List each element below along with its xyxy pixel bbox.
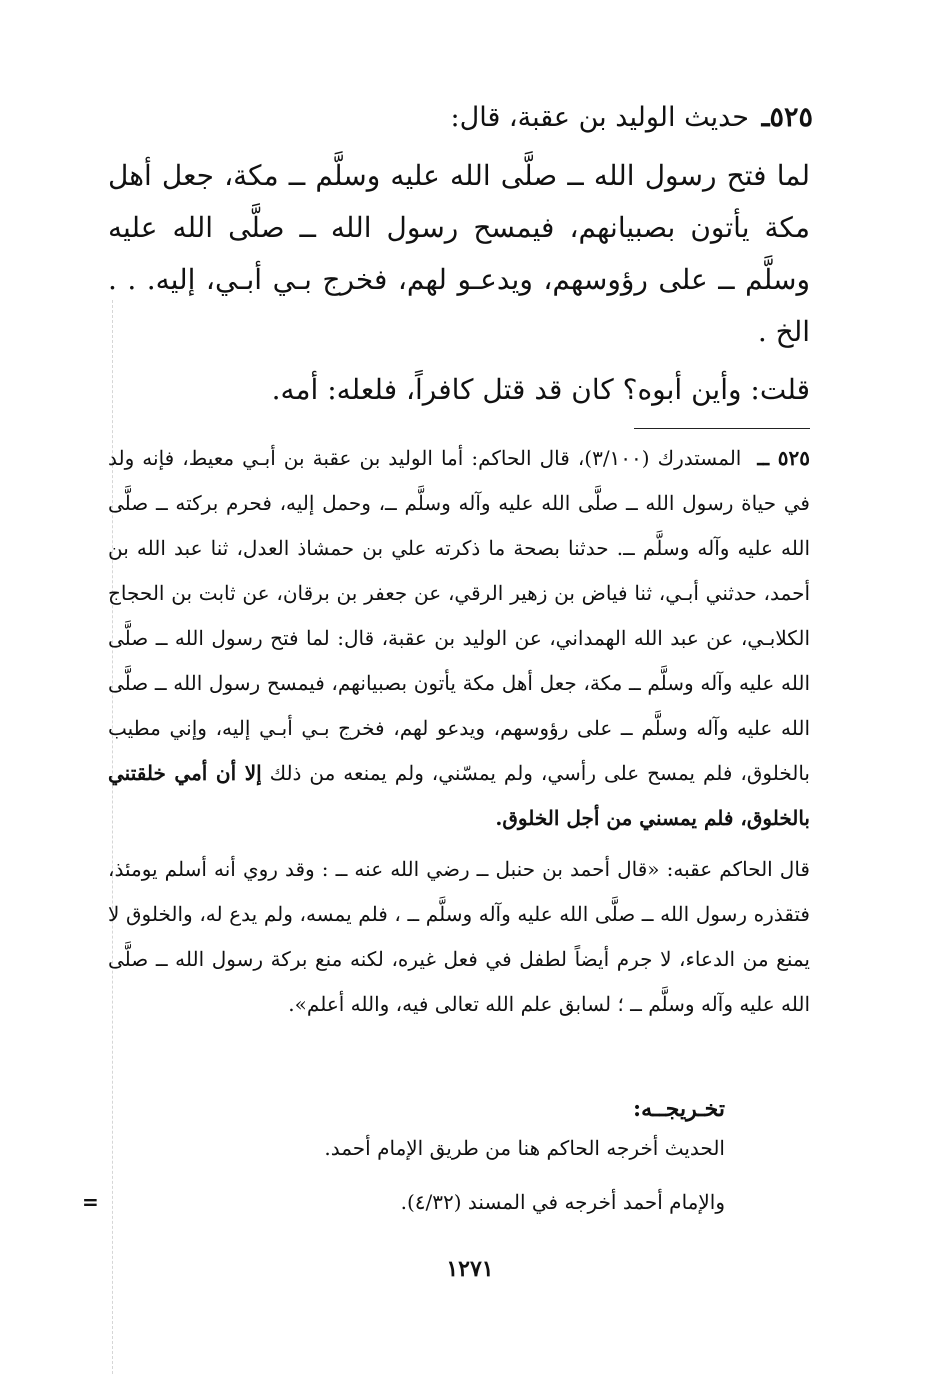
footnote-number: ٥٢٥ ــ [757, 446, 811, 470]
footnote-paragraph-1-end: إلا أن أمي خلقتني بالخلوق، فلم يمسني من أجل الخلوق. [108, 761, 810, 830]
hadith-heading [113, 96, 813, 140]
page-number: ١٢٧١ [446, 1256, 494, 1282]
hadith-number: ٥٢٥ـ [761, 102, 813, 133]
footnote [108, 436, 810, 1027]
hadith-text: لما فتح رسول الله ــ صلَّى الله عليه وسلَّم ــ مكة، جعل أهل مكة يأتون بصبيانهم، فيمسح رسول الله ــ صلَّى الله عليه وسلَّم ــ على رؤوسهم، ويدعـو لهم، فخرج بـي أبـي، إليه. . . الخ . [108, 159, 810, 348]
takhrij-heading: تخـريجــه: [632, 1096, 725, 1122]
footnote-paragraph-2: قال الحاكم عقبه: «قال أحمد بن حنبل ــ رضي الله عنه ــ : وقد روي أنه أسلم يومئذ، فتقذره رسول الله ــ صلَّى الله عليه وآله وسلَّم ــ ، فلم يمسه، ولم يدع له، والخلوق لا يمنع من الدعاء، لا جرم أيضاً لطفل في فعل غيره، لكنه منع بركة رسول الله ــ صلَّى الله عليه وآله وسلَّم ــ ؛ لسابق علم الله تعالى فيه، والله أعلم». [108, 857, 810, 1016]
footnote-separator [634, 428, 810, 429]
main-text [108, 150, 810, 416]
takhrij-line-1: الحديث أخرجه الحاكم هنا من طريق الإمام أحمد. [324, 1136, 725, 1160]
author-comment: قلت: وأين أبوه؟ كان قد قتل كافراً، فلعله: أمه. [271, 373, 810, 406]
footnote-paragraph-1-text: المستدرك (٣/١٠٠)، قال الحاكم: أما الوليد بن عقبة بن أبـي معيط، فإنه ولد في حياة رسول الله ــ صلَّى الله عليه وآله وسلَّم ــ، وحمل إليه، فحرم بركته ــ صلَّى الله عليه وآله وسلَّم ــ. حدثنا بصحة ما ذكرته علي بن حمشاذ العدل، ثنا عبد الله بن أحمد، حدثني أبـي، ثنا فياض بن زهير الرقي، عن جعفر بن برقان، عن ثابت بن الحجاج الكلابـي، عن عبد الله الهمداني، عن الوليد بن عقبة، قال: لما فتح رسول الله ــ صلَّى الله عليه وآله وسلَّم ــ مكة، جعل أهل مكة يأتون بصبيانهم، فيمسح رسول الله ــ صلَّى الله عليه وآله وسلَّم ــ على رؤوسهم، ويدعو لهم، فخرج بـي أبـي إليه، وإني مطيب بالخلوق، فلم يمسح على رأسي، ولم يمسّني، ولم يمنعه من ذلك [108, 446, 811, 785]
hadith-title: حديث الوليد بن عقبة، قال: [450, 102, 749, 133]
takhrij-line-2: والإمام أحمد أخرجه في المسند (٤/٣٢). [400, 1190, 725, 1214]
footnote-paragraph-1 [108, 436, 810, 841]
continuation-mark: = [82, 1190, 99, 1214]
